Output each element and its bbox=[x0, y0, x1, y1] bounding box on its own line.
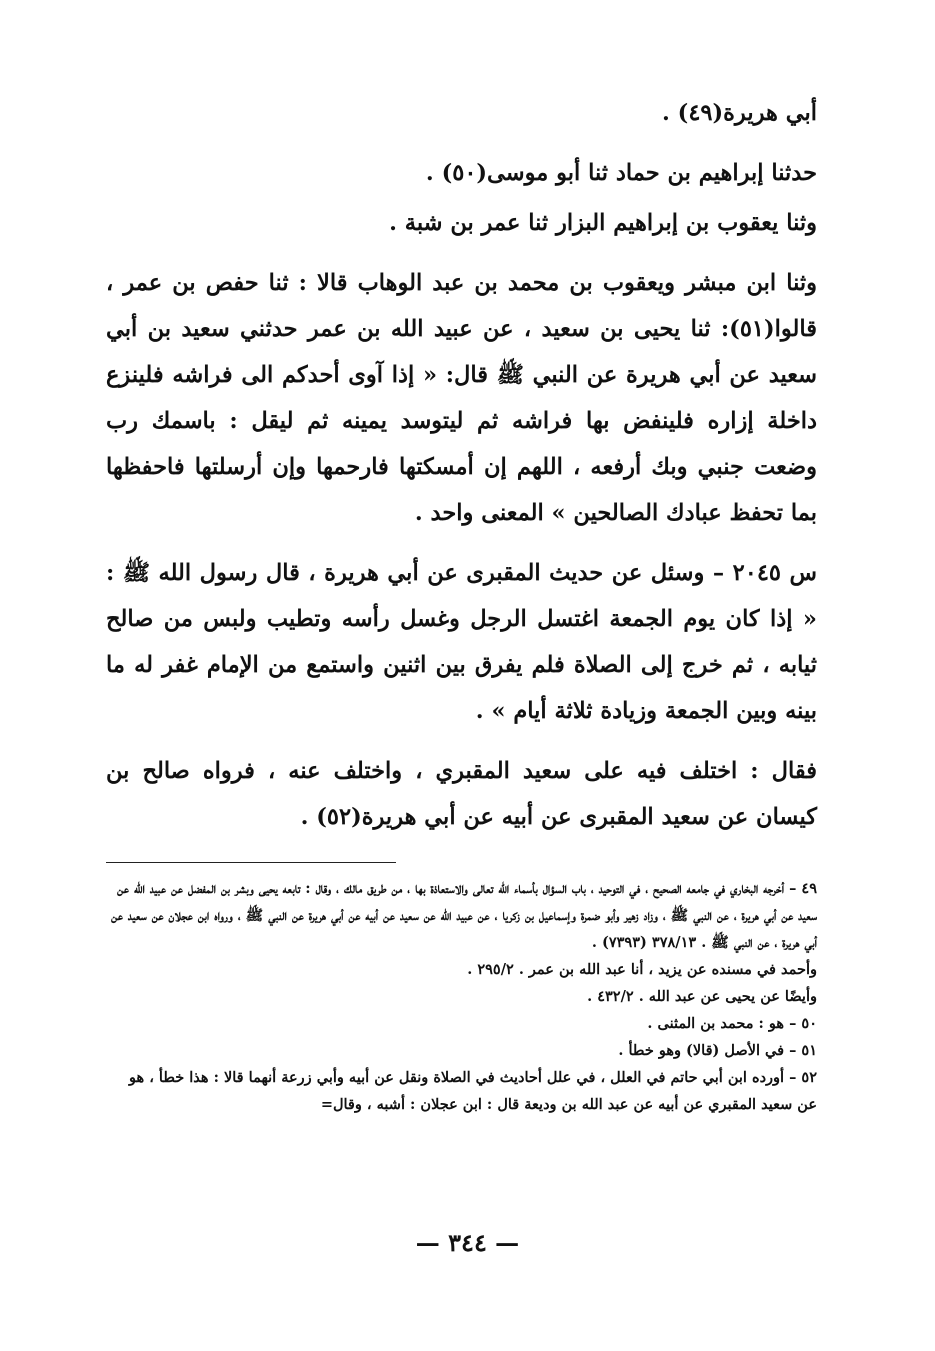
footnote-49-ahmad: وأحمد في مسنده عن يزيد ، أنا عبد الله بن عمر . ٢٩٥/٢ . bbox=[467, 961, 817, 978]
footnote-divider bbox=[106, 862, 396, 863]
paragraph-4: وثنا ابن مبشر ويعقوب بن محمد بن عبد الوهاب قالا : ثنا حفص بن عمر ، قالوا(٥١): ثنا يحيى بن سعيد ، عن عبيد الله بن عمر حدثني سعيد بن أبي سعيد عن أبي هريرة عن النبي ﷺ قال: « إذا آوى أحدكم الى فراشه فلينزع داخلة إزاره فلينفض بها فراشه ثم ليتوسد يمينه ثم ليقل : باسمك رب وضعت جنبي وبك أرفعه ، اللهم إن أمسكتها فارحمها وإن أرسلتها فاحفظها بما تحفظ عبادك الصالحين » المعنى واحد . bbox=[106, 270, 817, 526]
paragraph-1: أبي هريرة(٤٩) . bbox=[662, 100, 817, 126]
paragraph-3: وثنا يعقوب بن إبراهيم البزار ثنا عمر بن شبة . bbox=[389, 210, 817, 236]
footnote-49-also: وأيضًا عن يحيى عن عبد الله . ٤٣٢/٢ . bbox=[587, 988, 817, 1005]
question-2045: س ٢٠٤٥ – وسئل عن حديث المقبرى عن أبي هريرة ، قال رسول الله ﷺ : « إذا كان يوم الجمعة اغتسل الرجل وغسل رأسه وتطيب ولبس من صالح ثيابه ، ثم خرج إلى الصلاة فلم يفرق بين اثنين واستمع من الإمام غفر له ما بينه وبين الجمعة وزيادة ثلاثة أيام » . bbox=[106, 560, 817, 724]
paragraph-2: حدثنا إبراهيم بن حماد ثنا أبو موسى(٥٠) . bbox=[425, 160, 817, 186]
footnotes bbox=[106, 875, 817, 1118]
page-number: — ٣٤٤ — bbox=[415, 1228, 520, 1257]
footnote-51: ٥١ – في الأصل (قالا) وهو خطأ . bbox=[618, 1042, 817, 1059]
footnote-50: ٥٠ – هو : محمد بن المثنى . bbox=[647, 1015, 817, 1032]
footnote-49: ٤٩ – أخرجه البخاري في جامعه الصحيح ، في التوحيد ، باب السؤال بأسماء الله تعالى والاستعاذة بها ، من طريق مالك ، وقال : تابعه يحيى وبشر بن المفضل عن عبيد الله عن سعيد عن أبي هريرة ، عن النبي ﷺ ، وزاد زهير وأبو ضمرة وإسماعيل بن زكريا ، عن عبيد الله عن سعيد عن أبيه عن أبي هريرة عن النبي ﷺ ، ورواه ابن عجلان عن سعيد عن أبي هريرة ، عن النبي ﷺ . ٣٧٨/١٣ (٧٣٩٣) . bbox=[111, 880, 817, 951]
footnote-52: ٥٢ – أورده ابن أبي حاتم في العلل ، في علل أحاديث في الصلاة ونقل عن أبيه وأبي زرعة أنهما قالا : هذا خطأ ، هو عن سعيد المقبري عن أبيه عن عبد الله بن وديعة قال : ابن عجلان : أشبه ، وقال= bbox=[129, 1069, 817, 1113]
main-text bbox=[106, 90, 817, 840]
answer-paragraph: فقال : اختلف فيه على سعيد المقبري ، واختلف عنه ، فرواه صالح بن كيسان عن سعيد المقبرى عن أبيه عن أبي هريرة(٥٢) . bbox=[106, 758, 817, 830]
footnote-divider-wrap bbox=[106, 840, 817, 863]
